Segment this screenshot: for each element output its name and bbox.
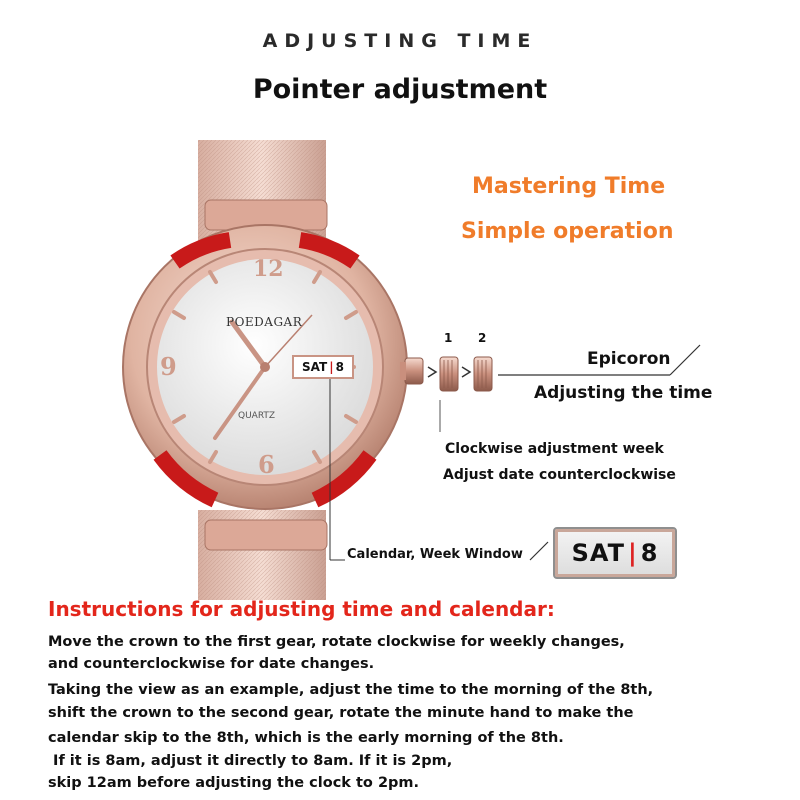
dial-date: 8: [335, 360, 344, 374]
calendar-date: 8: [640, 539, 659, 567]
dial-window-divider: |: [329, 360, 334, 374]
calendar-day: SAT: [571, 539, 625, 567]
calendar-window-badge: [553, 527, 677, 579]
dial-day: SAT: [302, 360, 328, 374]
calendar-divider: |: [627, 539, 638, 567]
crown-note-counterclockwise: Adjust date counterclockwise: [443, 467, 676, 483]
instruction-line: Taking the view as an example, adjust the time to the morning of the 8th,: [48, 682, 654, 698]
crown-position-2-label: 2: [478, 331, 487, 345]
highlight-mastering-time: Mastering Time: [472, 174, 666, 199]
calendar-window-label: Calendar, Week Window: [347, 547, 523, 562]
instruction-line: skip 12am before adjusting the clock to 2pm.: [48, 775, 420, 791]
dial-numeral-9: 9: [160, 352, 177, 381]
instruction-line: Move the crown to the first gear, rotate clockwise for weekly changes,: [48, 634, 625, 650]
page-title: Pointer adjustment: [252, 74, 548, 105]
highlight-simple-operation: Simple operation: [461, 219, 674, 244]
crown-note-clockwise: Clockwise adjustment week: [445, 441, 664, 457]
crown-function-label: Adjusting the time: [534, 383, 713, 403]
dial-date-window: [292, 355, 354, 379]
instruction-line: shift the crown to the second gear, rotate the minute hand to make the: [48, 705, 634, 721]
dial-numeral-12: 12: [253, 256, 284, 282]
instruction-line: If it is 8am, adjust it directly to 8am. If it is 2pm,: [48, 753, 453, 769]
instructions-title: Instructions for adjusting time and calendar:: [48, 597, 555, 621]
section-kicker: ADJUSTING TIME: [262, 30, 538, 52]
dial-movement: QUARTZ: [238, 411, 276, 421]
crown-position-1-label: 1: [444, 331, 453, 345]
instruction-line: calendar skip to the 8th, which is the early morning of the 8th.: [48, 730, 564, 746]
instruction-line: and counterclockwise for date changes.: [48, 656, 375, 672]
dial-numeral-6: 6: [258, 450, 275, 479]
dial-brand: POEDAGAR: [226, 315, 303, 329]
crown-name-label: Epicoron: [587, 349, 671, 369]
